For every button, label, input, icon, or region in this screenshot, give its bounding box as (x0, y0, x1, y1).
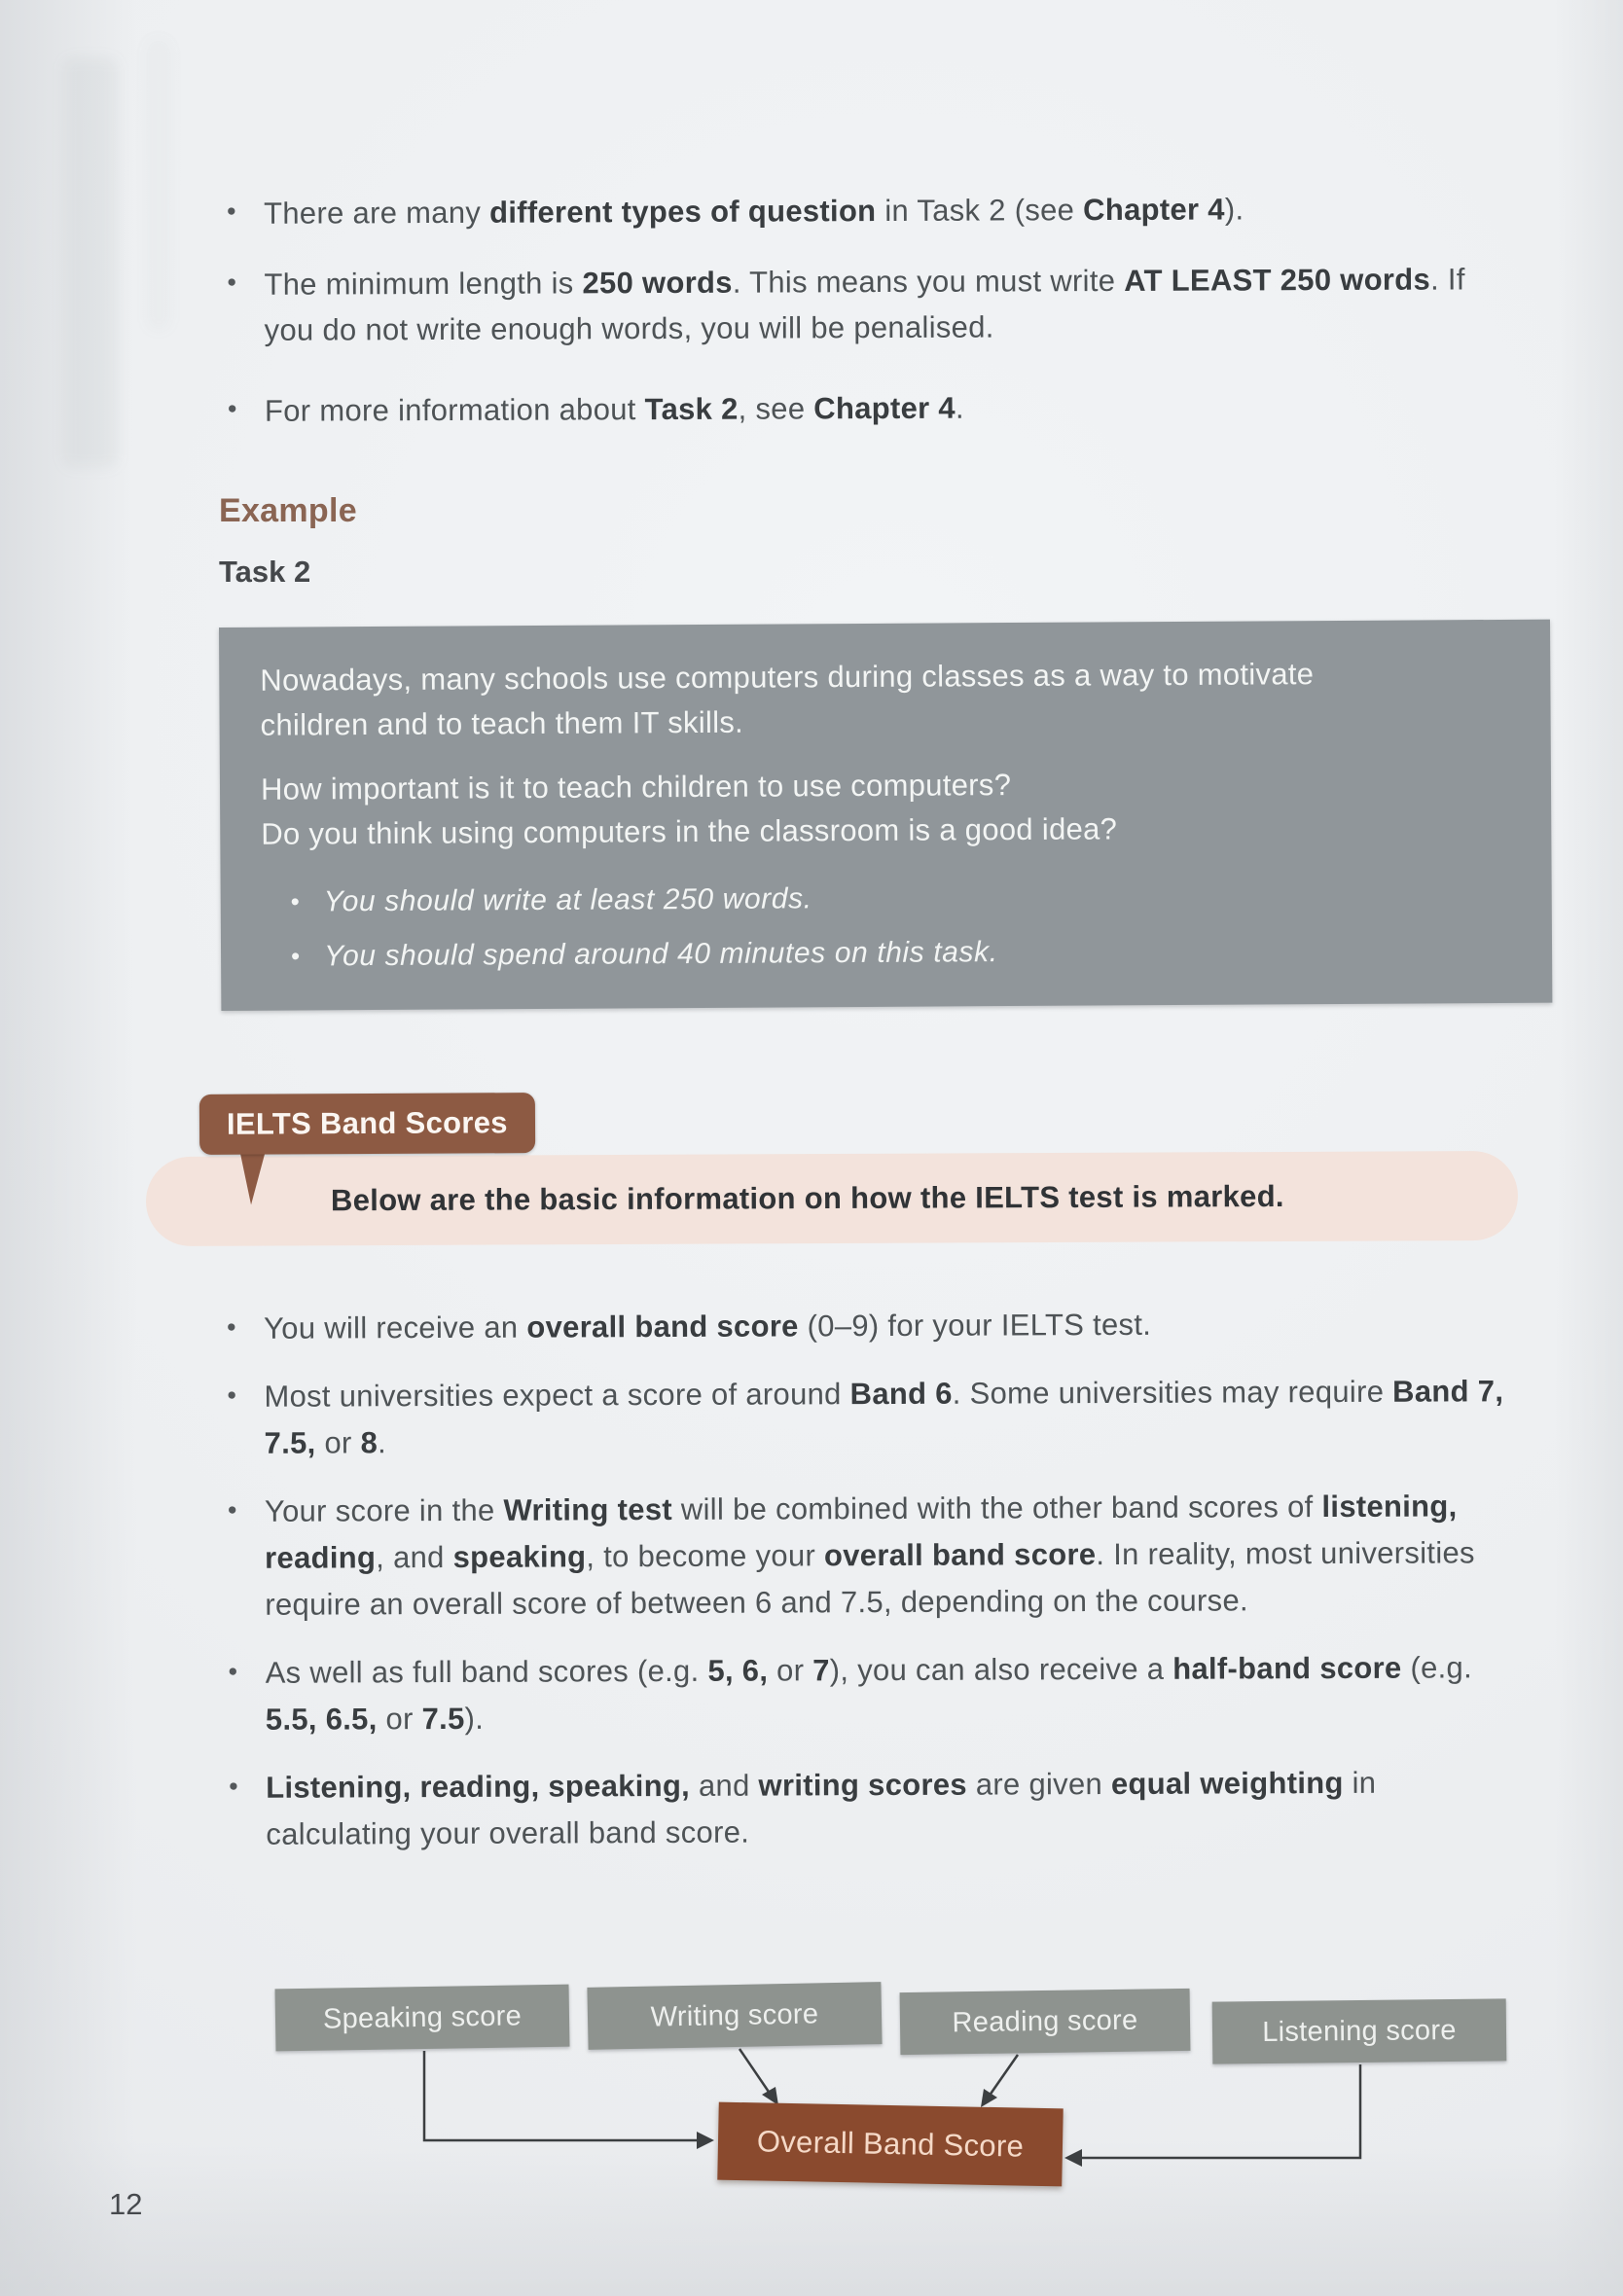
band-score-bullet (221, 1644, 1515, 1743)
text-segment: or (315, 1425, 361, 1460)
intro-bullet (219, 256, 1518, 353)
text-segment: overall band score (823, 1537, 1097, 1573)
intro-bullet (219, 185, 1518, 236)
diagram-box-listening-score: Listening score (1212, 1998, 1507, 2063)
text-segment: . In reality, most universities require an overall score of between 6 and 7.5, depending on the course. (265, 1535, 1475, 1622)
text-segment: are given (966, 1767, 1112, 1802)
text-segment: ). (1224, 192, 1244, 227)
text-segment: writing scores (758, 1767, 967, 1803)
text-segment: 250 words (582, 265, 733, 301)
text-segment: . (955, 390, 964, 425)
score-diagram (0, 1975, 1623, 2296)
text-segment: 7 (812, 1653, 830, 1688)
text-segment: listening, reading (265, 1489, 1458, 1575)
text-segment: AT LEAST 250 words (1124, 262, 1431, 298)
text-segment: , to become your (586, 1538, 825, 1574)
task-prompt-paragraph: Nowadays, many schools use computers during classes as a way to motivate children and to teach them IT skills. (260, 657, 1315, 742)
text-segment: There are many (264, 195, 490, 231)
text-segment: . Some universities may require (952, 1374, 1393, 1411)
text-segment: ), you can also receive a (829, 1651, 1173, 1688)
band-score-bullet (219, 1300, 1513, 1352)
diagram-box-writing-score: Writing score (587, 1982, 882, 2050)
band-scores-intro-bar (146, 1151, 1518, 1246)
band-scores-intro-text: Below are the basic information on how the IELTS test is marked. (330, 1178, 1284, 1218)
text-segment: in Task 2 (see (876, 193, 1084, 229)
page-bleed-artifact (64, 58, 117, 467)
diagram-box-reading-score: Reading score (900, 1989, 1191, 2055)
band-score-bullet (221, 1759, 1515, 1858)
text-segment: or (768, 1653, 813, 1688)
text-segment: (e.g. (1401, 1650, 1473, 1685)
task-instruction-list (289, 871, 1512, 982)
badge-label: IELTS Band Scores (226, 1105, 508, 1141)
badge-tail (239, 1147, 270, 1205)
text-segment: ). (464, 1701, 485, 1736)
diagram-box-overall-band-score: Overall Band Score (717, 2102, 1063, 2187)
text-segment: Most universities expect a score of around (264, 1377, 850, 1414)
text-segment: 8 (360, 1425, 379, 1460)
text-segment: As well as full band scores (e.g. (265, 1653, 708, 1690)
text-segment: , see (738, 391, 814, 426)
text-segment: Chapter 4 (813, 390, 956, 426)
text-segment: Listening, reading, speaking, (266, 1768, 691, 1805)
page-number: 12 (109, 2187, 143, 2221)
text-segment: Chapter 4 (1083, 192, 1225, 228)
text-segment: 7.5 (421, 1701, 465, 1737)
band-scores-bullet-list (219, 1300, 1515, 1858)
task-label: Task 2 (219, 555, 311, 589)
intro-bullet-list (219, 185, 1519, 434)
example-heading: Example (219, 492, 357, 529)
text-segment: different types of question (488, 194, 877, 230)
text-segment: or (377, 1702, 422, 1737)
text-segment: You will receive an (264, 1309, 527, 1345)
text-segment: 5, 6, (707, 1653, 769, 1688)
page-bleed-artifact (146, 39, 171, 331)
band-score-bullet (220, 1483, 1515, 1629)
text-segment: 5.5, 6.5, (265, 1702, 378, 1737)
text-segment: Your score in the (264, 1492, 504, 1528)
intro-bullet (220, 382, 1519, 434)
text-segment: (0–9) for your IELTS test. (798, 1307, 1152, 1344)
task-instruction: • You should write at least 250 words. (289, 871, 1511, 927)
task-instruction: • You should spend around 40 minutes on this task. (289, 925, 1511, 982)
text-segment: Writing test (503, 1491, 673, 1527)
text-segment: equal weighting (1110, 1765, 1344, 1802)
band-score-bullet (219, 1368, 1513, 1467)
text-segment: half-band score (1172, 1650, 1402, 1686)
text-segment: will be combined with the other band scores of (671, 1489, 1322, 1526)
text-segment: Band 6 (849, 1376, 953, 1412)
ielts-band-scores-badge (199, 1093, 535, 1155)
text-segment: . If you do not write enough words, you will be penalised. (264, 262, 1465, 347)
text-segment: . This means you must write (732, 263, 1125, 300)
text-segment: Band 7, 7.5, (264, 1374, 1504, 1460)
text-segment: and (689, 1768, 759, 1803)
task-question-2: Do you think using computers in the classroom is a good idea? (261, 811, 1118, 851)
text-segment: The minimum length is (264, 266, 583, 302)
task-questions (261, 760, 1511, 857)
text-segment: overall band score (526, 1309, 799, 1345)
diagram-box-speaking-score: Speaking score (275, 1985, 570, 2052)
task-prompt-box (219, 620, 1552, 1011)
text-segment: For more information about (264, 392, 645, 428)
text-segment: speaking (452, 1539, 587, 1574)
text-segment: in calculating your overall band score. (266, 1765, 1377, 1851)
text-segment: , and (376, 1539, 453, 1575)
text-segment: Task 2 (644, 391, 739, 427)
text-segment: . (378, 1425, 387, 1460)
task-question-1: How important is it to teach children to use computers? (260, 768, 1012, 807)
